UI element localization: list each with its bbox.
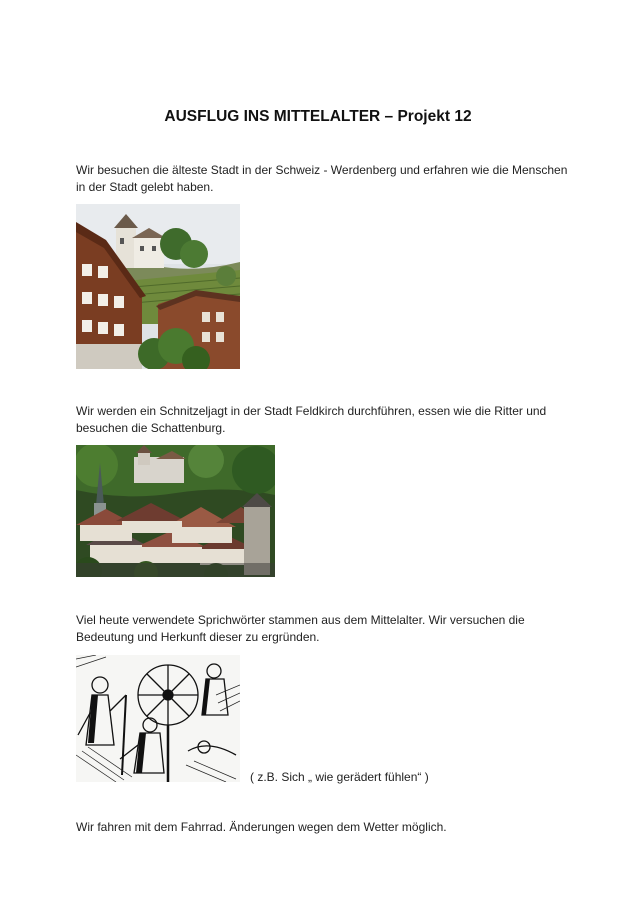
paragraph-line: Wir fahren mit dem Fahrrad. Änderungen wegen dem Wetter möglich. — [76, 820, 447, 834]
illustration-caption: ( z.B. Sich „ wie gerädert fühlen“ ) — [250, 770, 429, 784]
paragraph-line: Wir werden ein Schnitzeljagt in der Stadt Feldkirch durchführen, essen wie die Ritter und — [76, 404, 547, 418]
paragraph-line: in der Stadt gelebt haben. — [76, 180, 214, 194]
paragraph-sprichwoerter — [76, 612, 576, 646]
page-title: AUSFLUG INS MITTELALTER – Projekt 12 — [164, 108, 472, 125]
paragraph-werdenberg — [76, 162, 576, 196]
paragraph-feldkirch — [76, 403, 576, 437]
feldkirch-photo — [76, 445, 275, 577]
werdenberg-photo — [76, 204, 240, 369]
paragraph-line: Wir besuchen die älteste Stadt in der Schweiz - Werdenberg und erfahren wie die Menschen — [76, 163, 568, 177]
woodcut-wheel-illustration — [76, 655, 240, 782]
paragraph-line: Viel heute verwendete Sprichwörter stammen aus dem Mittelalter. Wir versuchen die — [76, 613, 525, 627]
paragraph-fahrrad — [76, 819, 576, 836]
paragraph-line: besuchen die Schattenburg. — [76, 421, 226, 435]
paragraph-line: Bedeutung und Herkunft dieser zu ergründen. — [76, 630, 320, 644]
